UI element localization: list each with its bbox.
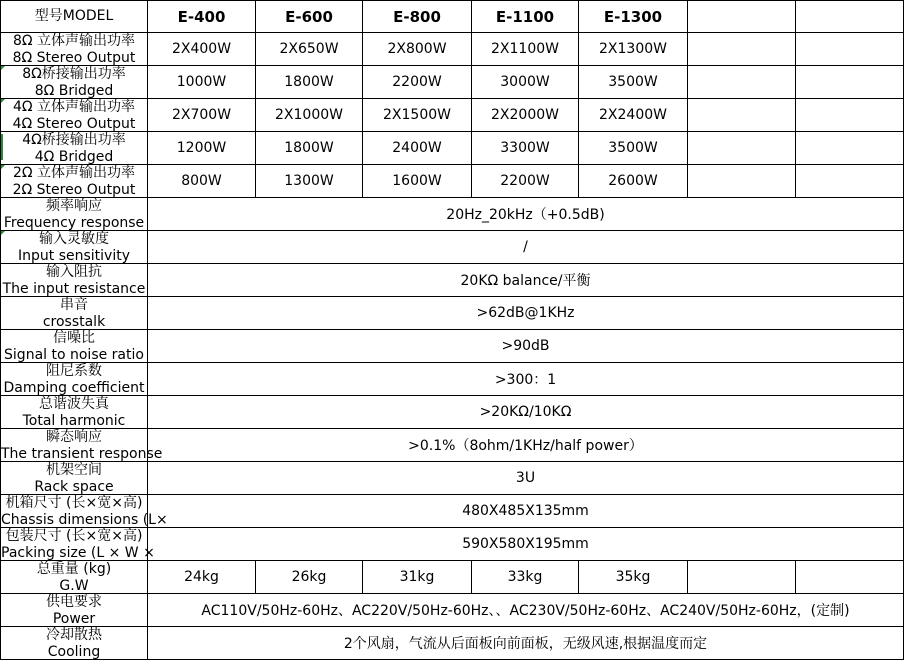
row-label-cn: 8Ω桥接输出功率 xyxy=(22,66,126,82)
empty-cell xyxy=(796,33,904,66)
cell-value: 24kg xyxy=(148,561,256,594)
table-row xyxy=(1,231,904,264)
cell-value: 1600W xyxy=(363,165,472,198)
row-label-cn: 包装尺寸 (长×宽×高) xyxy=(5,528,143,544)
table-row xyxy=(1,264,904,297)
row-label-cn: 供电要求 xyxy=(46,594,102,610)
cell-value: 1800W xyxy=(256,132,363,165)
merged-value: >300：1 xyxy=(148,363,904,396)
row-label xyxy=(1,132,148,165)
row-label xyxy=(1,231,148,264)
cell-value: 2X2400W xyxy=(579,99,688,132)
merged-value: 2个风扇，气流从后面板向前面板，无级风速,根据温度而定 xyxy=(148,627,904,660)
merged-value: 590X580X195mm xyxy=(148,528,904,561)
merged-value: AC110V/50Hz-60Hz、AC220V/50Hz-60Hz、、AC230V/50Hz-60Hz、AC240V/50Hz-60Hz，(定制) xyxy=(148,594,904,627)
empty-header-cell xyxy=(688,1,796,33)
row-label xyxy=(1,594,148,627)
empty-cell xyxy=(796,66,904,99)
cell-value: 2X800W xyxy=(363,33,472,66)
cell-value: 1800W xyxy=(256,66,363,99)
row-label-cn: 4Ω桥接输出功率 xyxy=(22,132,126,148)
cell-value: 3300W xyxy=(472,132,579,165)
row-label xyxy=(1,99,148,132)
cell-value: 2X700W xyxy=(148,99,256,132)
merged-value: >90dB xyxy=(148,330,904,363)
row-label-en: Cooling xyxy=(47,644,101,660)
row-label-en: Frequency response xyxy=(3,215,145,231)
comment-marker-icon xyxy=(1,99,5,103)
row-label xyxy=(1,627,148,660)
row-label xyxy=(1,429,163,462)
row-label xyxy=(1,495,168,528)
table-row xyxy=(1,561,904,594)
merged-value: 20Hz_20kHz（+0.5dB) xyxy=(148,198,904,231)
row-label-cn: 8Ω 立体声输出功率 xyxy=(12,33,136,49)
merged-value: 20KΩ balance/平衡 xyxy=(148,264,904,297)
row-label-en: G.W xyxy=(59,578,89,594)
row-label-en: 8Ω Stereo Output xyxy=(12,50,136,66)
model-e600: E-600 xyxy=(256,1,363,33)
cell-value: 800W xyxy=(148,165,256,198)
row-label-en: Total harmonic xyxy=(22,413,126,429)
comment-marker-icon xyxy=(1,231,5,235)
merged-value: 3U xyxy=(148,462,904,495)
table-row xyxy=(1,594,904,627)
row-label-cn: 输入阻抗 xyxy=(46,264,102,280)
empty-cell xyxy=(688,165,796,198)
table-row xyxy=(1,198,904,231)
row-label-cn: 串音 xyxy=(60,297,88,313)
empty-cell xyxy=(796,165,904,198)
empty-cell xyxy=(796,99,904,132)
cell-value: 2X1300W xyxy=(579,33,688,66)
table-row xyxy=(1,363,904,396)
row-label-cn: 总重量 (kg) xyxy=(36,561,112,577)
row-label-en: Input sensitivity xyxy=(18,248,130,264)
header-label: 型号MODEL xyxy=(1,1,148,33)
header-row xyxy=(1,1,904,33)
cell-value: 3000W xyxy=(472,66,579,99)
row-label-en: 8Ω Bridged xyxy=(34,83,114,99)
cell-value: 2X650W xyxy=(256,33,363,66)
row-label-cn: 总谐波失真 xyxy=(39,396,109,412)
empty-cell xyxy=(688,561,796,594)
row-label-cn: 频率响应 xyxy=(46,198,102,214)
row-label-cn: 输入灵敏度 xyxy=(39,231,109,247)
row-label xyxy=(1,66,148,99)
row-label-cn: 阻尼系数 xyxy=(46,363,102,379)
table-row xyxy=(1,528,904,561)
row-label-cn: 信噪比 xyxy=(53,330,95,346)
merged-value: >62dB@1KHz xyxy=(148,297,904,330)
model-e400: E-400 xyxy=(148,1,256,33)
empty-cell xyxy=(688,66,796,99)
row-label xyxy=(1,396,148,429)
model-e800: E-800 xyxy=(363,1,472,33)
cell-value: 3500W xyxy=(579,66,688,99)
empty-cell xyxy=(688,132,796,165)
row-label-cn: 4Ω 立体声输出功率 xyxy=(12,99,136,115)
row-label-en: 4Ω Bridged xyxy=(34,149,114,165)
merged-value: >0.1%（8ohm/1KHz/half power） xyxy=(148,429,904,462)
row-label xyxy=(1,297,148,330)
table-row xyxy=(1,429,904,462)
table-row xyxy=(1,165,904,198)
row-label-en: Rack space xyxy=(34,479,114,495)
table-row xyxy=(1,495,904,528)
row-label-en: Signal to noise ratio xyxy=(4,347,144,363)
row-label-cn: 冷却散热 xyxy=(46,627,102,643)
cell-value: 26kg xyxy=(256,561,363,594)
row-label xyxy=(1,165,148,198)
table-row xyxy=(1,297,904,330)
selection-bar-icon xyxy=(1,134,3,160)
comment-marker-icon xyxy=(1,165,5,169)
row-label-en: Damping coefficient xyxy=(3,380,145,396)
row-label-en: crosstalk xyxy=(42,314,106,330)
model-e1100: E-1100 xyxy=(472,1,579,33)
cell-value: 2X2000W xyxy=(472,99,579,132)
cell-value: 2400W xyxy=(363,132,472,165)
cell-value: 2600W xyxy=(579,165,688,198)
cell-value: 1200W xyxy=(148,132,256,165)
model-e1300: E-1300 xyxy=(579,1,688,33)
row-label xyxy=(1,363,148,396)
empty-cell xyxy=(796,132,904,165)
row-label xyxy=(1,528,155,561)
table-row xyxy=(1,99,904,132)
empty-cell xyxy=(688,33,796,66)
row-label-cn: 瞬态响应 xyxy=(46,429,102,445)
row-label xyxy=(1,330,148,363)
cell-value: 2X1000W xyxy=(256,99,363,132)
row-label-cn: 2Ω 立体声输出功率 xyxy=(12,165,136,181)
cell-value: 2X400W xyxy=(148,33,256,66)
table-row xyxy=(1,330,904,363)
cell-value: 2200W xyxy=(363,66,472,99)
table-row xyxy=(1,627,904,660)
row-label xyxy=(1,462,148,495)
empty-cell xyxy=(688,99,796,132)
row-label-en: 4Ω Stereo Output xyxy=(12,116,136,132)
table-row xyxy=(1,462,904,495)
merged-value: >20KΩ/10KΩ xyxy=(148,396,904,429)
row-label-en: 2Ω Stereo Output xyxy=(12,182,136,198)
cell-value: 2X1500W xyxy=(363,99,472,132)
table-row xyxy=(1,33,904,66)
empty-header-cell xyxy=(796,1,904,33)
row-label-en: Chassis dimensions (L× xyxy=(1,512,168,528)
cell-value: 1300W xyxy=(256,165,363,198)
row-label-en: The transient response xyxy=(1,446,163,462)
row-label-cn: 机箱尺寸 (长×宽×高) xyxy=(5,495,143,511)
comment-marker-icon xyxy=(1,66,5,70)
cell-value: 33kg xyxy=(472,561,579,594)
cell-value: 35kg xyxy=(579,561,688,594)
row-label-cn: 机架空间 xyxy=(46,462,102,478)
merged-value: / xyxy=(148,231,904,264)
row-label-en: Power xyxy=(52,611,96,627)
row-label xyxy=(1,561,148,594)
cell-value: 31kg xyxy=(363,561,472,594)
empty-cell xyxy=(796,561,904,594)
row-label xyxy=(1,33,148,66)
cell-value: 2X1100W xyxy=(472,33,579,66)
row-label xyxy=(1,198,148,231)
cell-value: 2200W xyxy=(472,165,579,198)
row-label-en: The input resistance xyxy=(2,281,146,297)
row-label-en: Packing size (L × W × xyxy=(1,545,155,561)
table-row xyxy=(1,396,904,429)
table-row xyxy=(1,66,904,99)
table-row xyxy=(1,132,904,165)
cell-value: 1000W xyxy=(148,66,256,99)
row-label xyxy=(1,264,148,297)
cell-value: 3500W xyxy=(579,132,688,165)
merged-value: 480X485X135mm xyxy=(148,495,904,528)
